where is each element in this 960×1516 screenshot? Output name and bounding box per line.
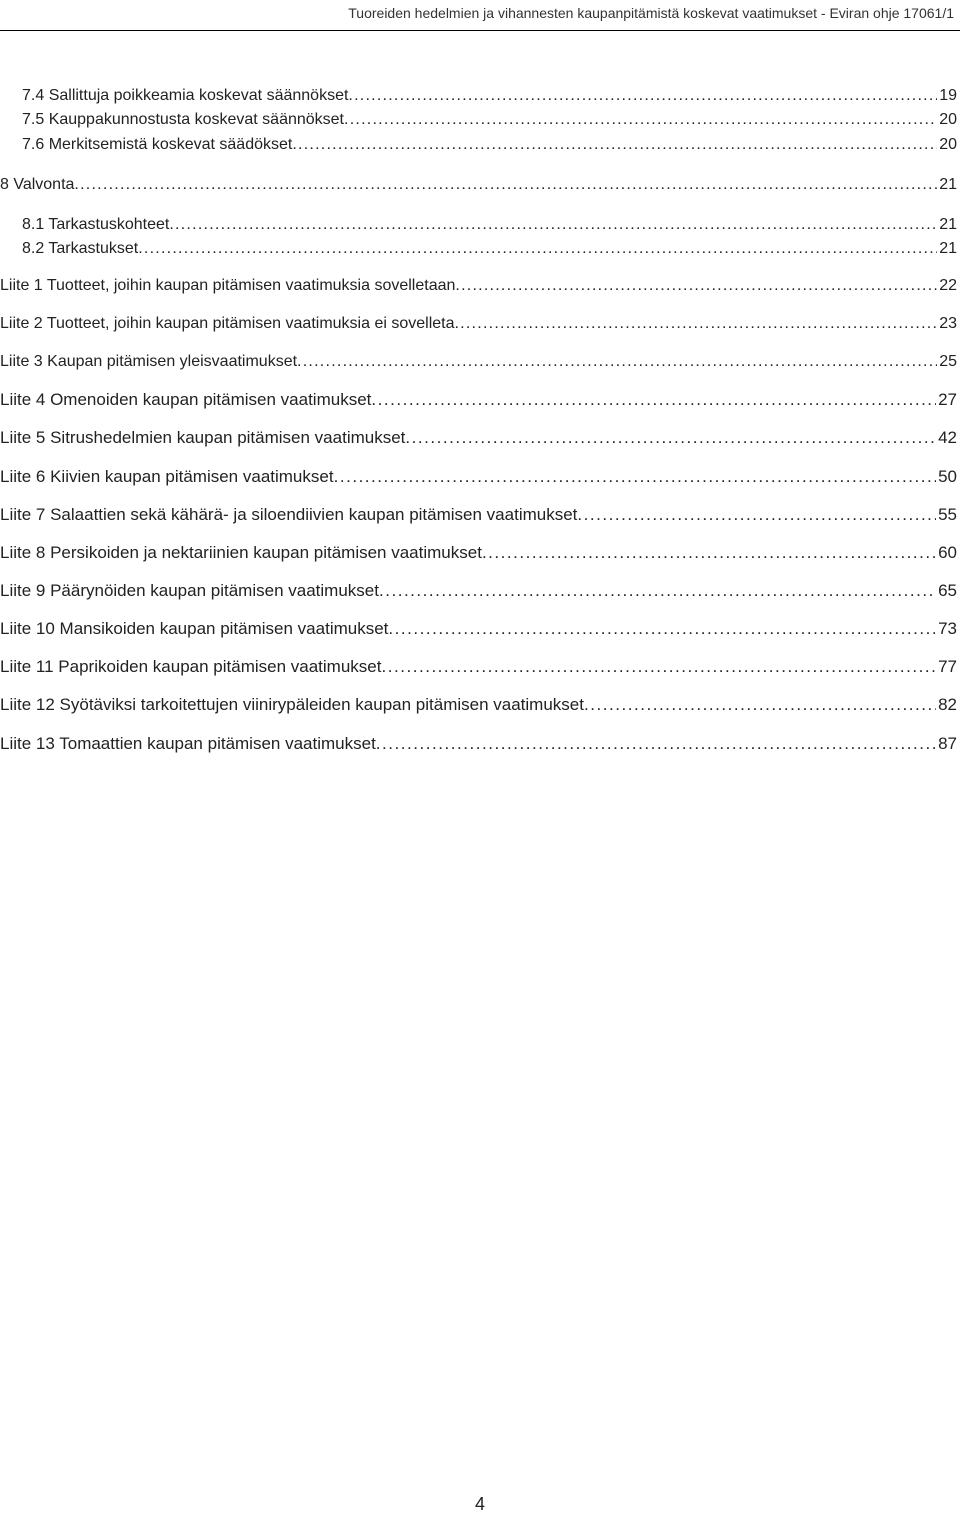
toc-entry-title: 8 Valvonta: [0, 176, 75, 193]
toc-leader-dots: [388, 618, 936, 640]
toc-entry-page: 55: [938, 505, 957, 524]
toc-entry[interactable]: [22, 109, 957, 131]
toc-entry-page: 21: [939, 176, 957, 193]
toc-leader-dots: [376, 733, 936, 755]
toc-entry-title: Liite 7 Salaattien sekä kähärä- ja siloendiivien kaupan pitämisen vaatimukset: [0, 505, 578, 524]
toc-leader-dots: [455, 275, 937, 297]
toc-entry[interactable]: [0, 694, 957, 716]
toc-entry[interactable]: [0, 542, 957, 564]
toc-entry-title: Liite 6 Kiivien kaupan pitämisen vaatimukset: [0, 467, 334, 486]
toc-entry[interactable]: [0, 313, 957, 335]
toc-entry-page: 21: [939, 240, 957, 257]
toc-entry[interactable]: [0, 504, 957, 526]
toc-entry[interactable]: [0, 174, 957, 196]
page-number: 4: [474, 1494, 485, 1514]
toc-entry[interactable]: [22, 134, 957, 156]
toc-leader-dots: [297, 351, 937, 373]
toc-leader-dots: [482, 542, 936, 564]
toc-leader-dots: [379, 580, 936, 602]
toc-entry-page: 77: [938, 657, 957, 676]
toc-entry-title: Liite 13 Tomaattien kaupan pitämisen vaatimukset: [0, 734, 376, 753]
toc-entry-page: 21: [939, 216, 957, 233]
toc-entry-title: Liite 11 Paprikoiden kaupan pitämisen vaatimukset: [0, 657, 382, 676]
toc-entry-title: Liite 1 Tuotteet, joihin kaupan pitämisen vaatimuksia sovelletaan: [0, 277, 456, 294]
toc-entry-title: Liite 4 Omenoiden kaupan pitämisen vaatimukset: [0, 390, 372, 409]
toc-entry-page: 82: [938, 695, 957, 714]
toc-entry-title: Liite 3 Kaupan pitämisen yleisvaatimukset: [0, 353, 298, 370]
toc-entry-title: Liite 10 Mansikoiden kaupan pitämisen vaatimukset: [0, 619, 389, 638]
toc-entry-page: 73: [938, 619, 957, 638]
toc-entry-page: 20: [939, 111, 957, 128]
toc-leader-dots: [334, 466, 937, 488]
toc-entry[interactable]: [22, 238, 957, 260]
toc-entry-title: Liite 2 Tuotteet, joihin kaupan pitämisen vaatimuksia ei sovelleta: [0, 315, 455, 332]
toc-leader-dots: [344, 109, 937, 131]
toc-entry-title: 7.4 Sallittuja poikkeamia koskevat säännökset: [22, 87, 349, 104]
toc-entry-title: Liite 8 Persikoiden ja nektariinien kaupan pitämisen vaatimukset: [0, 543, 482, 562]
toc-entry-title: 7.5 Kauppakunnostusta koskevat säännökset: [22, 111, 344, 128]
toc-leader-dots: [138, 238, 937, 260]
toc-entry-title: 7.6 Merkitsemistä koskevat säädökset: [22, 136, 293, 153]
toc-leader-dots: [577, 504, 936, 526]
toc-entry[interactable]: [0, 466, 957, 488]
toc-entry-page: 22: [939, 277, 957, 294]
toc-entry-page: 25: [939, 353, 957, 370]
toc-leader-dots: [405, 427, 936, 449]
toc-leader-dots: [381, 656, 936, 678]
toc-entry-page: 27: [938, 390, 957, 409]
toc-entry[interactable]: [0, 580, 957, 602]
toc-entry-title: 8.1 Tarkastuskohteet: [22, 216, 170, 233]
running-header: Tuoreiden hedelmien ja vihannesten kaupanpitämistä koskevat vaatimukset - Eviran ohje 17061/1: [348, 5, 954, 21]
toc-entry[interactable]: [22, 85, 957, 107]
toc-entry-title: 8.2 Tarkastukset: [22, 240, 139, 257]
toc-entry[interactable]: [0, 618, 957, 640]
toc-entry-page: 19: [939, 87, 957, 104]
toc-entry[interactable]: [0, 389, 957, 411]
toc-entry[interactable]: [0, 427, 957, 449]
toc-entry[interactable]: [0, 733, 957, 755]
toc-entry-title: Liite 5 Sitrushedelmien kaupan pitämisen vaatimukset: [0, 428, 406, 447]
toc-leader-dots: [74, 174, 937, 196]
toc-leader-dots: [584, 694, 936, 716]
toc-entry[interactable]: [0, 351, 957, 373]
toc-entry-page: 20: [939, 136, 957, 153]
toc-entry-page: 42: [938, 428, 957, 447]
toc-leader-dots: [169, 214, 937, 236]
header-divider: [0, 30, 960, 31]
toc-entry-title: Liite 9 Päärynöiden kaupan pitämisen vaatimukset: [0, 581, 379, 600]
toc-leader-dots: [348, 85, 937, 107]
toc-entry[interactable]: [22, 214, 957, 236]
toc-entry[interactable]: [0, 275, 957, 297]
toc-entry-page: 23: [939, 315, 957, 332]
toc-leader-dots: [292, 134, 937, 156]
toc-entry-page: 50: [938, 467, 957, 486]
toc-entry-page: 60: [938, 543, 957, 562]
toc-entry[interactable]: [0, 656, 957, 678]
toc-leader-dots: [371, 389, 936, 411]
toc-leader-dots: [454, 313, 937, 335]
toc-entry-page: 87: [938, 734, 957, 753]
toc-entry-page: 65: [938, 581, 957, 600]
toc-entry-title: Liite 12 Syötäviksi tarkoitettujen viinirypäleiden kaupan pitämisen vaatimukset: [0, 695, 584, 714]
